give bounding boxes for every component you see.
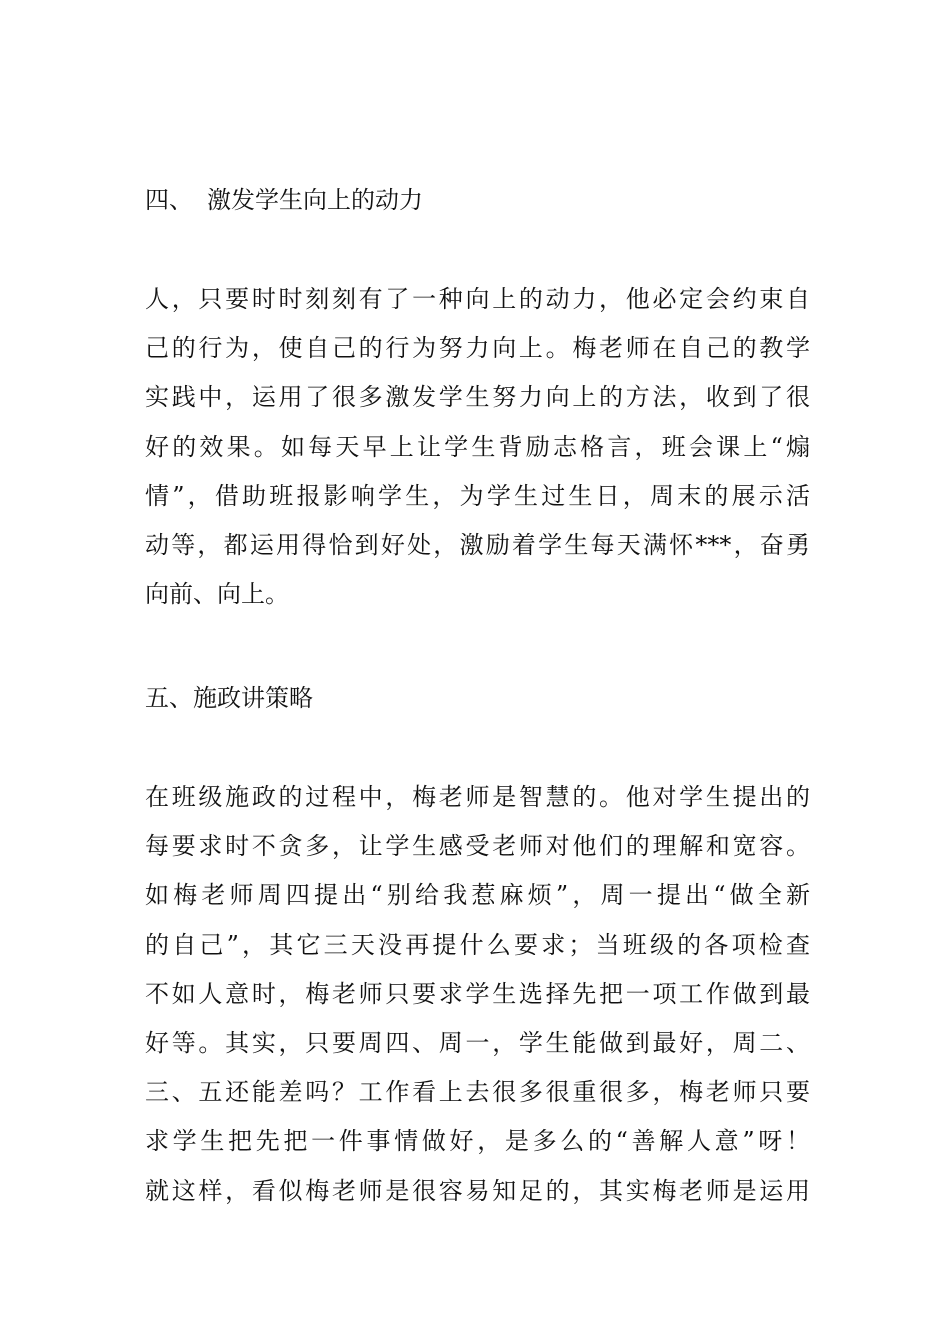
section-number: 五、 xyxy=(145,684,193,712)
paragraph-line: 求学生把先把一件事情做好，是多么的“善解人意”呀！ xyxy=(145,1127,810,1156)
paragraph-line: 每要求时不贪多，让学生感受老师对他们的理解和宽容。 xyxy=(145,832,810,861)
paragraph-line: 人，只要时时刻刻有了一种向上的动力，他必定会约束自 xyxy=(145,285,810,313)
paragraph-line: 不如人意时，梅老师只要求学生选择先把一项工作做到最 xyxy=(145,979,810,1008)
section-heading-5 xyxy=(145,683,313,713)
paragraph-line: 实践中，运用了很多激发学生努力向上的方法，收到了很 xyxy=(145,383,810,412)
section-number: 四、 xyxy=(145,186,193,214)
paragraph-line: 己的行为，使自己的行为努力向上。梅老师在自己的教学 xyxy=(145,334,810,363)
paragraph-line: 三、五还能差吗？工作看上去很多很重很多，梅老师只要 xyxy=(145,1078,810,1107)
paragraph-line: 情”，借助班报影响学生，为学生过生日，周末的展示活 xyxy=(145,481,810,510)
paragraph-line: 向前、向上。 xyxy=(145,580,289,609)
section-title: 激发学生向上的动力 xyxy=(207,186,423,214)
section-heading-4 xyxy=(145,185,423,215)
paragraph-line: 动等，都运用得恰到好处，激励着学生每天满怀***，奋勇 xyxy=(145,530,810,559)
paragraph-5 xyxy=(145,773,810,1216)
section-title: 施政讲策略 xyxy=(193,684,313,712)
paragraph-line: 如梅老师周四提出“别给我惹麻烦”，周一提出“做全新 xyxy=(145,881,810,910)
paragraph-line: 在班级施政的过程中，梅老师是智慧的。他对学生提出的 xyxy=(145,783,810,811)
paragraph-4 xyxy=(145,275,810,619)
paragraph-line: 好等。其实，只要周四、周一，学生能做到最好，周二、 xyxy=(145,1028,810,1057)
paragraph-line: 好的效果。如每天早上让学生背励志格言，班会课上“煽 xyxy=(145,432,810,461)
paragraph-line: 的自己”，其它三天没再提什么要求；当班级的各项检查 xyxy=(145,930,810,959)
paragraph-line: 就这样，看似梅老师是很容易知足的，其实梅老师是运用 xyxy=(145,1176,810,1205)
